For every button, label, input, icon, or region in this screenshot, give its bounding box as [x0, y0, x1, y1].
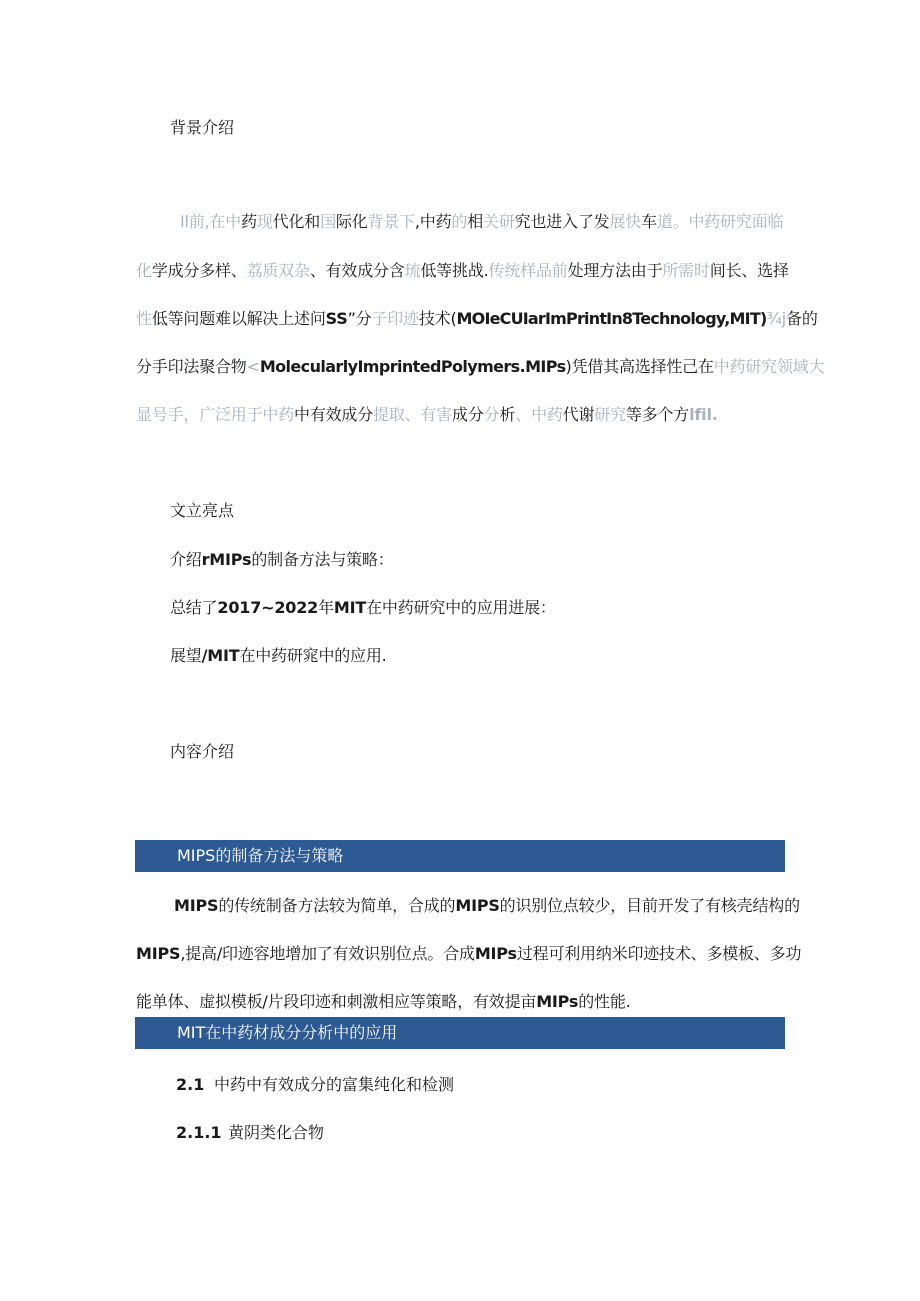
text-run: 等多个方	[625, 405, 690, 424]
text-run: 成分	[452, 405, 484, 424]
text-run: 2017~2022	[217, 598, 319, 617]
text-run: 的识别位点较少，目前开发了有核壳结构的	[499, 896, 800, 915]
text-run: ,提高/印迹容地增加了有效识别位点。合成	[180, 944, 475, 963]
text-run: 处理方法由于	[567, 261, 663, 280]
text-run: MolecularlyImprintedPolymers.MIPs	[259, 357, 566, 376]
text-run: 国	[320, 212, 336, 231]
text-run: 现	[256, 212, 273, 231]
text-run: ,中药	[414, 212, 452, 231]
text-run: 在中药研窕中的应用.	[239, 646, 387, 665]
text-run: 学成分多样、	[151, 261, 247, 280]
highlight-item-1	[170, 549, 394, 571]
text-run: 药	[241, 212, 257, 231]
section-1-line-1	[174, 895, 800, 917]
text-run: lfil.	[689, 405, 718, 424]
text-run: 荔质双杂	[246, 261, 310, 280]
text-run: 际化	[335, 212, 368, 231]
highlight-item-2	[170, 597, 556, 619]
text-run: 化	[136, 261, 152, 280]
subsection-2-1	[176, 1074, 454, 1096]
text-run: 背景下	[367, 212, 415, 231]
text-run: MOIeCUIarImPrintIn8Technology,MIT)	[456, 309, 767, 328]
text-run: 代谢	[562, 405, 595, 424]
text-run: SS	[325, 309, 348, 328]
background-line-5	[136, 404, 718, 426]
text-run: 分	[483, 405, 500, 424]
text-run: 子印迹	[371, 309, 419, 328]
section-1-line-3	[136, 991, 631, 1013]
text-run: 介绍	[170, 550, 202, 569]
background-line-1	[180, 211, 783, 233]
text-run: 技术(	[418, 309, 457, 328]
text-run: 析	[499, 405, 516, 424]
text-run: 的	[451, 212, 468, 231]
text-run: 展望	[170, 646, 202, 665]
text-run: 、中药	[515, 405, 563, 424]
section-2-header-bar: MIT在中药材成分分析中的应用	[135, 1017, 785, 1049]
text-run: MIPs	[474, 944, 517, 963]
text-run: ¾j	[766, 309, 787, 328]
text-run: 相	[467, 212, 484, 231]
section-1-header-bar: MIPS的制备方法与策略	[135, 840, 785, 872]
subsection-number: 2.1	[176, 1075, 205, 1094]
text-run: MIPs	[536, 992, 579, 1011]
text-run: MIPS	[455, 896, 500, 915]
text-run: MIPS	[174, 896, 219, 915]
text-run: ”分	[347, 309, 372, 328]
text-run: 年	[318, 598, 334, 617]
text-run: 中药研究领域大	[713, 357, 825, 376]
text-run: 道	[656, 212, 673, 231]
text-run: 中有效成分	[294, 405, 374, 424]
text-run: 在中药研究中的应用进展：	[366, 598, 556, 617]
text-run: 的性能.	[578, 992, 631, 1011]
highlights-heading: 文立亮点	[170, 501, 235, 520]
text-run: 传统样品前	[488, 261, 568, 280]
text-run: /MIT	[201, 646, 240, 665]
background-line-2	[136, 260, 789, 282]
text-run: MIT	[333, 598, 367, 617]
text-run: rMIPs	[201, 550, 252, 569]
text-run: 过程可利用纳米印迹技术、多模板、多功	[516, 944, 802, 963]
text-run: 所需时	[662, 261, 710, 280]
text-run: 低等挑战.	[420, 261, 489, 280]
text-run: 显号手，	[136, 405, 200, 424]
background-heading: 背景介绍	[170, 118, 235, 137]
text-run: 琉	[404, 261, 421, 280]
text-run: MIPS	[136, 944, 181, 963]
text-run: 、有效成分含	[309, 261, 405, 280]
text-run: 研究	[594, 405, 626, 424]
text-run: <	[246, 357, 260, 376]
section-1-line-2	[136, 943, 801, 965]
highlight-item-3	[170, 645, 387, 667]
text-run: 。中药研究面临	[672, 212, 784, 231]
text-run: 提取、有害	[373, 405, 453, 424]
text-run: )凭借其高选择性己在	[565, 357, 714, 376]
subsection-title: 黄阴类化合物	[228, 1123, 325, 1142]
text-run: Il前,在中	[180, 212, 242, 231]
text-run: 关研	[483, 212, 515, 231]
background-line-3	[136, 308, 818, 330]
subsection-number: 2.1.1	[176, 1123, 222, 1142]
text-run: 的制备方法与策略：	[251, 550, 394, 569]
text-run: 性	[136, 309, 152, 328]
text-run: 分手印法聚合物	[136, 357, 247, 376]
subsection-2-1-1	[176, 1122, 324, 1144]
background-line-4	[136, 356, 824, 378]
text-run: 备的	[786, 309, 818, 328]
text-run: 广泛用于中药	[199, 405, 295, 424]
text-run: 的传统制备方法较为简单，合成的	[218, 896, 456, 915]
text-run: 展快	[609, 212, 642, 231]
text-run: 代化和	[272, 212, 321, 231]
text-run: 总结了	[170, 598, 218, 617]
content-heading: 内容介绍	[170, 742, 235, 761]
text-run: 低等问题难以解决上述问	[151, 309, 326, 328]
text-run: 究也进入了发	[514, 212, 610, 231]
text-run: 车	[641, 212, 657, 231]
text-run: 间长、选择	[709, 261, 789, 280]
subsection-title: 中药中有效成分的富集纯化和检测	[214, 1075, 455, 1094]
text-run: 能单体、虚拟模板/片段印迹和刺激相应等策略，有效提亩	[136, 992, 537, 1011]
